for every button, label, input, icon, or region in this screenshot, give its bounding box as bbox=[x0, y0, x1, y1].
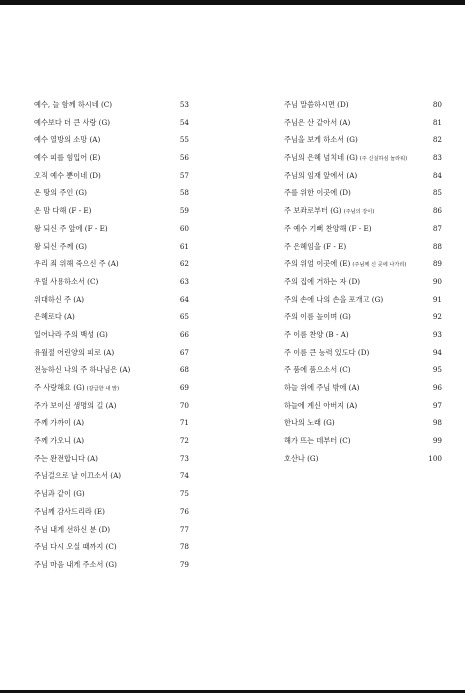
page-number: 66 bbox=[179, 329, 189, 339]
page-number: 92 bbox=[432, 312, 442, 322]
toc-entry bbox=[284, 131, 442, 149]
page-number: 73 bbox=[179, 453, 189, 463]
toc-entry-title bbox=[34, 485, 85, 503]
toc-entry bbox=[284, 450, 442, 468]
song-subtitle: (주님의 강이) bbox=[343, 209, 375, 216]
toc-entry bbox=[34, 538, 189, 556]
song-title: 주님의 은혜 넘치네 (G) bbox=[284, 153, 358, 163]
page-number: 62 bbox=[179, 259, 189, 269]
page-number: 94 bbox=[432, 347, 442, 357]
toc-entry bbox=[34, 273, 189, 291]
page-number: 76 bbox=[179, 506, 189, 516]
toc-entry bbox=[34, 220, 189, 238]
page-number: 72 bbox=[179, 436, 189, 446]
page-number: 85 bbox=[432, 188, 442, 198]
page-number: 91 bbox=[432, 294, 442, 304]
page-number: 54 bbox=[179, 117, 189, 127]
toc-entry bbox=[284, 202, 442, 220]
song-title: 주님께 감사드리라 (E) bbox=[34, 506, 105, 516]
song-title: 주께 가오니 (A) bbox=[34, 436, 85, 446]
toc-entry bbox=[34, 397, 189, 415]
toc-entry-title bbox=[34, 397, 116, 415]
toc-entry bbox=[284, 96, 442, 114]
song-title: 주의 이름 높이며 (G) bbox=[284, 312, 351, 322]
song-title: 일어나라 주의 백성 (G) bbox=[34, 329, 108, 339]
song-title: 주님 다시 오실 때까지 (C) bbox=[34, 542, 117, 552]
page-number: 81 bbox=[432, 117, 442, 127]
toc-entry-title bbox=[34, 414, 84, 432]
song-title: 왕 되신 주께 (G) bbox=[34, 241, 87, 251]
toc-right-column bbox=[284, 96, 442, 467]
toc-entry bbox=[34, 255, 189, 273]
song-title: 주께 가까이 (A) bbox=[34, 418, 85, 428]
toc-entry bbox=[34, 114, 189, 132]
toc-entry bbox=[34, 184, 189, 202]
song-title: 예수 피를 힘입어 (E) bbox=[34, 153, 101, 163]
toc-entry bbox=[34, 556, 189, 574]
page-number: 60 bbox=[179, 223, 189, 233]
song-title: 우릴 사용하소서 (C) bbox=[34, 276, 99, 286]
toc-entry bbox=[34, 521, 189, 539]
toc-entry-title bbox=[34, 361, 130, 379]
song-title: 주의 집에 거하는 자 (D) bbox=[284, 276, 361, 286]
page-number: 93 bbox=[432, 329, 442, 339]
page-number: 74 bbox=[179, 471, 189, 481]
page-number: 97 bbox=[432, 400, 442, 410]
page-number: 61 bbox=[179, 241, 189, 251]
toc-entry bbox=[34, 432, 189, 450]
toc-entry bbox=[284, 273, 442, 291]
song-title: 주님의 임재 앞에서 (A) bbox=[284, 170, 358, 180]
page-number: 71 bbox=[179, 418, 189, 428]
toc-entry bbox=[284, 344, 442, 362]
song-title: 주의 위엄 이곳에 (E) bbox=[284, 259, 351, 269]
page-number: 83 bbox=[432, 153, 442, 163]
song-title: 주 이름 큰 능력 있도다 (D) bbox=[284, 347, 370, 357]
song-title: 호산나 (G) bbox=[284, 453, 319, 463]
page-number: 57 bbox=[179, 170, 189, 180]
song-title: 주님을 보게 하소서 (G) bbox=[284, 135, 358, 145]
toc-entry-title bbox=[34, 202, 91, 220]
page-number: 95 bbox=[432, 365, 442, 375]
toc-entry-title bbox=[34, 450, 98, 468]
song-title: 왕 되신 주 앞에 (F - E) bbox=[34, 223, 108, 233]
song-title: 주를 위한 이곳에 (D) bbox=[284, 188, 351, 198]
song-title: 주님 내게 선하신 분 (D) bbox=[34, 524, 111, 534]
song-title: 예수, 늘 함께 하시네 (C) bbox=[34, 100, 113, 109]
toc-entry bbox=[284, 308, 442, 326]
song-title: 주 이름 찬양 (B - A) bbox=[284, 329, 349, 339]
page-number: 69 bbox=[179, 383, 189, 392]
toc-entry-title bbox=[284, 273, 360, 291]
page-number: 56 bbox=[179, 153, 189, 163]
song-subtitle: (갈급한 내 맘) bbox=[86, 386, 120, 392]
page-number: 82 bbox=[432, 135, 442, 145]
toc-entry bbox=[34, 96, 189, 114]
song-title: 온 땅의 주인 (G) bbox=[34, 188, 87, 198]
page-number: 89 bbox=[432, 259, 442, 269]
page-number: 77 bbox=[179, 524, 189, 534]
toc-entry bbox=[284, 184, 442, 202]
toc-entry-title bbox=[284, 291, 383, 309]
toc-entry-title bbox=[34, 308, 75, 326]
toc-entry bbox=[34, 485, 189, 503]
toc-entry-title bbox=[34, 291, 84, 309]
toc-entry-title bbox=[284, 326, 349, 344]
page-number: 63 bbox=[179, 276, 189, 286]
song-title: 예수 열방의 소망 (A) bbox=[34, 135, 101, 145]
song-title: 주님 마음 내게 주소서 (G) bbox=[34, 559, 117, 569]
toc-entry-title bbox=[34, 503, 105, 521]
page-number: 98 bbox=[432, 418, 442, 428]
toc-left-column bbox=[34, 96, 189, 574]
toc-entry-title bbox=[34, 556, 117, 574]
toc-entry-title bbox=[284, 450, 318, 468]
toc-entry bbox=[34, 291, 189, 309]
song-subtitle: (주 신실하심 놀라워) bbox=[359, 156, 408, 163]
toc-entry-title bbox=[34, 149, 100, 167]
toc-entry-title bbox=[34, 220, 108, 238]
song-title: 은혜로다 (A) bbox=[34, 312, 75, 322]
toc-entry-title bbox=[34, 114, 110, 132]
toc-entry-title bbox=[284, 344, 369, 362]
song-title: 주의 손에 나의 손을 포개고 (G) bbox=[284, 294, 384, 304]
toc-entry-title bbox=[284, 114, 350, 132]
song-title: 주님은 산 같아서 (A) bbox=[284, 117, 351, 127]
toc-entry bbox=[284, 291, 442, 309]
toc-entry bbox=[34, 202, 189, 220]
toc-entry-title bbox=[34, 326, 108, 344]
toc-entry bbox=[284, 255, 442, 273]
toc-entry bbox=[34, 326, 189, 344]
song-title: 주님과 같이 (G) bbox=[34, 489, 85, 499]
song-title: 주님걸으로 날 이끄소서 (A) bbox=[34, 471, 122, 481]
page-number: 88 bbox=[432, 241, 442, 251]
page-number: 78 bbox=[179, 542, 189, 552]
song-title: 주님 말씀하시면 (D) bbox=[284, 100, 349, 109]
page-number: 67 bbox=[179, 347, 189, 357]
toc-entry bbox=[34, 361, 189, 379]
toc-entry bbox=[34, 238, 189, 256]
page-number: 100 bbox=[428, 453, 442, 463]
page-number: 87 bbox=[432, 223, 442, 233]
toc-entry-title bbox=[34, 131, 100, 149]
toc-entry bbox=[34, 379, 189, 397]
song-title: 하늘에 계신 아버지 (A) bbox=[284, 400, 358, 410]
song-title: 주가 보이신 생명의 길 (A) bbox=[34, 400, 117, 410]
top-rule bbox=[0, 0, 465, 5]
toc-entry bbox=[34, 344, 189, 362]
toc-entry-title bbox=[34, 432, 84, 450]
toc-entry-title bbox=[284, 96, 349, 114]
page-number: 58 bbox=[179, 188, 189, 198]
page-number: 96 bbox=[432, 383, 442, 392]
page-number: 68 bbox=[179, 365, 189, 375]
song-title: 주 보좌로부터 (G) bbox=[284, 206, 342, 216]
song-title: 주 예수 기뻐 찬양해 (F - E) bbox=[284, 223, 372, 233]
song-title: 주 은혜임을 (F - E) bbox=[284, 241, 347, 251]
toc-entry bbox=[34, 414, 189, 432]
toc-entry-title bbox=[284, 308, 351, 326]
toc-entry-title bbox=[34, 184, 87, 202]
toc-entry bbox=[34, 467, 189, 485]
toc-entry bbox=[284, 167, 442, 185]
page-number: 86 bbox=[432, 206, 442, 216]
toc-entry-title bbox=[34, 255, 119, 273]
toc-entry-title bbox=[284, 131, 358, 149]
page-number: 80 bbox=[432, 100, 442, 109]
page-number: 65 bbox=[179, 312, 189, 322]
toc-entry bbox=[284, 361, 442, 379]
song-title: 온 맘 다해 (F - E) bbox=[34, 206, 92, 216]
toc-entry-title bbox=[284, 414, 335, 432]
toc-entry bbox=[284, 432, 442, 450]
toc-entry bbox=[284, 149, 442, 167]
page-number: 90 bbox=[432, 276, 442, 286]
page-number: 59 bbox=[179, 206, 189, 216]
toc-entry bbox=[34, 308, 189, 326]
song-title: 한나의 노래 (G) bbox=[284, 418, 335, 428]
page-number: 99 bbox=[432, 436, 442, 446]
toc-entry-title bbox=[34, 167, 101, 185]
toc-entry-title bbox=[284, 361, 351, 379]
song-title: 해가 뜨는 데부터 (C) bbox=[284, 436, 351, 446]
song-title: 주 품에 품으소서 (C) bbox=[284, 365, 351, 375]
song-title: 우리 죄 위해 죽으신 주 (A) bbox=[34, 259, 119, 269]
page-number: 64 bbox=[179, 294, 189, 304]
toc-entry bbox=[34, 131, 189, 149]
toc-entry bbox=[284, 379, 442, 397]
toc-entry-title bbox=[34, 538, 117, 556]
toc-entry bbox=[284, 220, 442, 238]
song-title: 위대하신 주 (A) bbox=[34, 294, 85, 304]
toc-entry bbox=[34, 503, 189, 521]
toc-entry-title bbox=[284, 432, 351, 450]
toc-entry-title bbox=[284, 238, 346, 256]
song-subtitle: (주님께 신 곳에 나가리) bbox=[352, 262, 407, 269]
toc-entry-title bbox=[34, 96, 112, 114]
toc-entry bbox=[284, 238, 442, 256]
song-title: 주는 완전합니다 (A) bbox=[34, 453, 98, 463]
toc-entry-title bbox=[284, 220, 372, 238]
toc-entry bbox=[284, 326, 442, 344]
song-title: 주 사랑해요 (G) bbox=[34, 383, 85, 392]
toc-entry-title bbox=[34, 273, 98, 291]
song-title: 하늘 위에 주님 밖에 (A) bbox=[284, 383, 360, 392]
toc-entry-title bbox=[34, 238, 87, 256]
toc-entry-title bbox=[284, 167, 357, 185]
toc-entry bbox=[34, 167, 189, 185]
toc-entry-title bbox=[284, 379, 359, 397]
page-number: 53 bbox=[179, 100, 189, 109]
toc-entry bbox=[34, 149, 189, 167]
toc-entry-title bbox=[34, 344, 114, 362]
toc-entry-title bbox=[34, 521, 110, 539]
page-number: 55 bbox=[179, 135, 189, 145]
bottom-rule bbox=[0, 690, 465, 693]
page-number: 84 bbox=[432, 170, 442, 180]
page-number: 79 bbox=[179, 559, 189, 569]
toc-entry bbox=[284, 414, 442, 432]
toc-entry-title bbox=[34, 467, 121, 485]
song-title: 유월절 어린양의 피로 (A) bbox=[34, 347, 115, 357]
toc-entry-title bbox=[284, 184, 351, 202]
toc-entry bbox=[34, 450, 189, 468]
toc-entry-title bbox=[284, 397, 357, 415]
song-title: 전능하신 나의 주 하나님은 (A) bbox=[34, 365, 131, 375]
toc-entry bbox=[284, 397, 442, 415]
song-title: 예수보다 더 큰 사랑 (G) bbox=[34, 117, 111, 127]
toc-entry bbox=[284, 114, 442, 132]
song-title: 오직 예수 뿐이네 (D) bbox=[34, 170, 101, 180]
page-number: 70 bbox=[179, 400, 189, 410]
page-number: 75 bbox=[179, 489, 189, 499]
